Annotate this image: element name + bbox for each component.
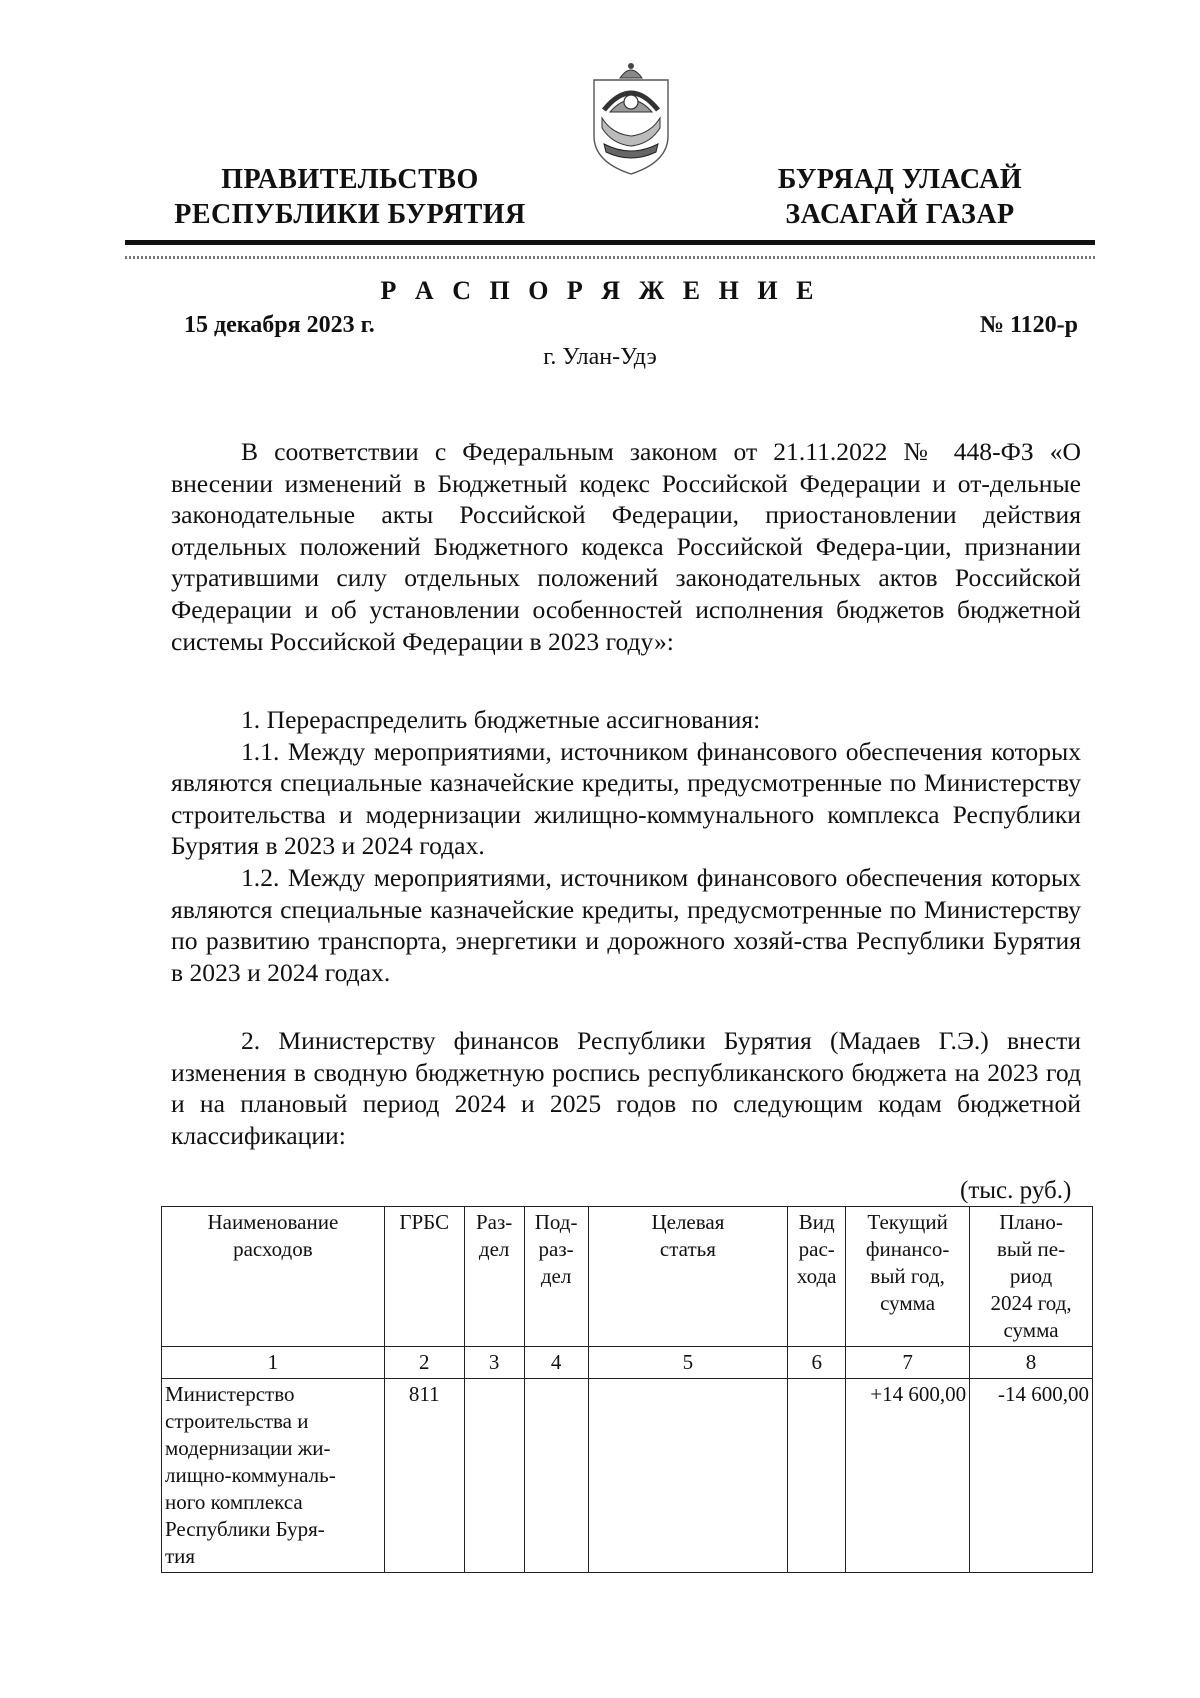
- coat-of-arms-emblem: [590, 58, 672, 176]
- preamble-paragraph: В соответствии с Федеральным законом от 21.11.2022 № 448-ФЗ «О внесении изменений в Бюджетный кодекс Российской Федерации и от-дельные законодательные акты Российской Федерации, приостановлении действия отдельных положений Бюджетного кодекса Российской Федера-ции, признании утратившими силу отдельных положений законодательных актов Российской Федерации и об установлении особенностей исполнения бюджетов бюджетной системы Российской Федерации в 2023 году»:: [171, 437, 1081, 656]
- current-year-sum-cell: +14 600,00: [846, 1379, 970, 1573]
- header-divider-thin: [125, 256, 1095, 259]
- header-cell: Целевая статья: [588, 1207, 788, 1347]
- document-type: Р А С П О Р Я Ж Е Н И Е: [380, 276, 820, 305]
- header-cell: Текущий финансо- вый год, сумма: [846, 1207, 970, 1347]
- item-1-1-paragraph: 1.1. Между мероприятиями, источником финансового обеспечения которых являются специальные казначейские кредиты, предусмотренные по Министерству строительства и модернизации жилищно-коммунального комплекса Республики Бурятия в 2023 и 2024 годах.: [171, 736, 1081, 861]
- header-cell: Плано- вый пе- риод 2024 год, сумма: [970, 1207, 1093, 1347]
- government-title-russian: [150, 162, 550, 232]
- header-cell: Раз- дел: [464, 1207, 524, 1347]
- budget-table: [161, 1206, 1093, 1573]
- header-divider-thick: [125, 240, 1095, 245]
- column-number-cell: 3: [464, 1347, 524, 1379]
- razdel-cell: [464, 1379, 524, 1573]
- item-2-block: [171, 1025, 1081, 1151]
- header-cell: ГРБС: [384, 1207, 464, 1347]
- expense-type-cell: [788, 1379, 846, 1573]
- document-number: № 1120-р: [979, 312, 1078, 338]
- item-1-2-paragraph: 1.2. Между мероприятиями, источником финансового обеспечения которых являются специальные казначейские кредиты, предусмотренные по Министерству по развитию транспорта, энергетики и дорожного хозяй-ства Республики Бурятия в 2023 и 2024 годах.: [171, 862, 1081, 987]
- column-number-cell: 6: [788, 1347, 846, 1379]
- plan-period-sum-cell: -14 600,00: [970, 1379, 1093, 1573]
- item-1-paragraph: 1. Перераспределить бюджетные ассигнования:: [241, 705, 761, 734]
- grbs-cell: 811: [384, 1379, 464, 1573]
- podrazdel-cell: [524, 1379, 588, 1573]
- table-row: [162, 1379, 1093, 1573]
- header-cell: Под- раз- дел: [524, 1207, 588, 1347]
- column-number-cell: 5: [588, 1347, 788, 1379]
- table-unit-label: (тыс. руб.): [960, 1177, 1072, 1204]
- column-number-cell: 7: [846, 1347, 970, 1379]
- header-cell: Наименование расходов: [162, 1207, 385, 1347]
- target-article-cell: [588, 1379, 788, 1573]
- expense-name-cell: Министерство строительства и модернизации жи- лищно-коммуналь- ного комплекса Республики Буря- тия: [162, 1379, 385, 1573]
- header-cell: Вид рас- хода: [788, 1207, 846, 1347]
- column-number-cell: 2: [384, 1347, 464, 1379]
- column-number-cell: 1: [162, 1347, 385, 1379]
- column-number-cell: 4: [524, 1347, 588, 1379]
- table-number-row: [162, 1347, 1093, 1379]
- government-title-buryat-line2: ЗАСАГАЙ ГАЗАР: [785, 199, 1015, 230]
- government-title-buryat-line1: БУРЯАД УЛАСАЙ: [777, 164, 1023, 195]
- document-city: г. Улан-Удэ: [543, 344, 657, 370]
- preamble-block: [171, 436, 1081, 657]
- item-1-block: [171, 704, 1081, 988]
- government-title-line1: ПРАВИТЕЛЬСТВО: [221, 164, 479, 195]
- table-header-row: [162, 1207, 1093, 1347]
- document-date: 15 декабря 2023 г.: [184, 312, 375, 338]
- column-number-cell: 8: [970, 1347, 1093, 1379]
- item-2-paragraph: 2. Министерству финансов Республики Бурятия (Мадаев Г.Э.) внести изменения в сводную бюджетную роспись республиканского бюджета на 2023 год и на плановый период 2024 и 2025 годов по следующим кодам бюджетной классификации:: [171, 1026, 1081, 1150]
- government-title-buryat: [745, 162, 1055, 232]
- government-title-line2: РЕСПУБЛИКИ БУРЯТИЯ: [174, 199, 526, 230]
